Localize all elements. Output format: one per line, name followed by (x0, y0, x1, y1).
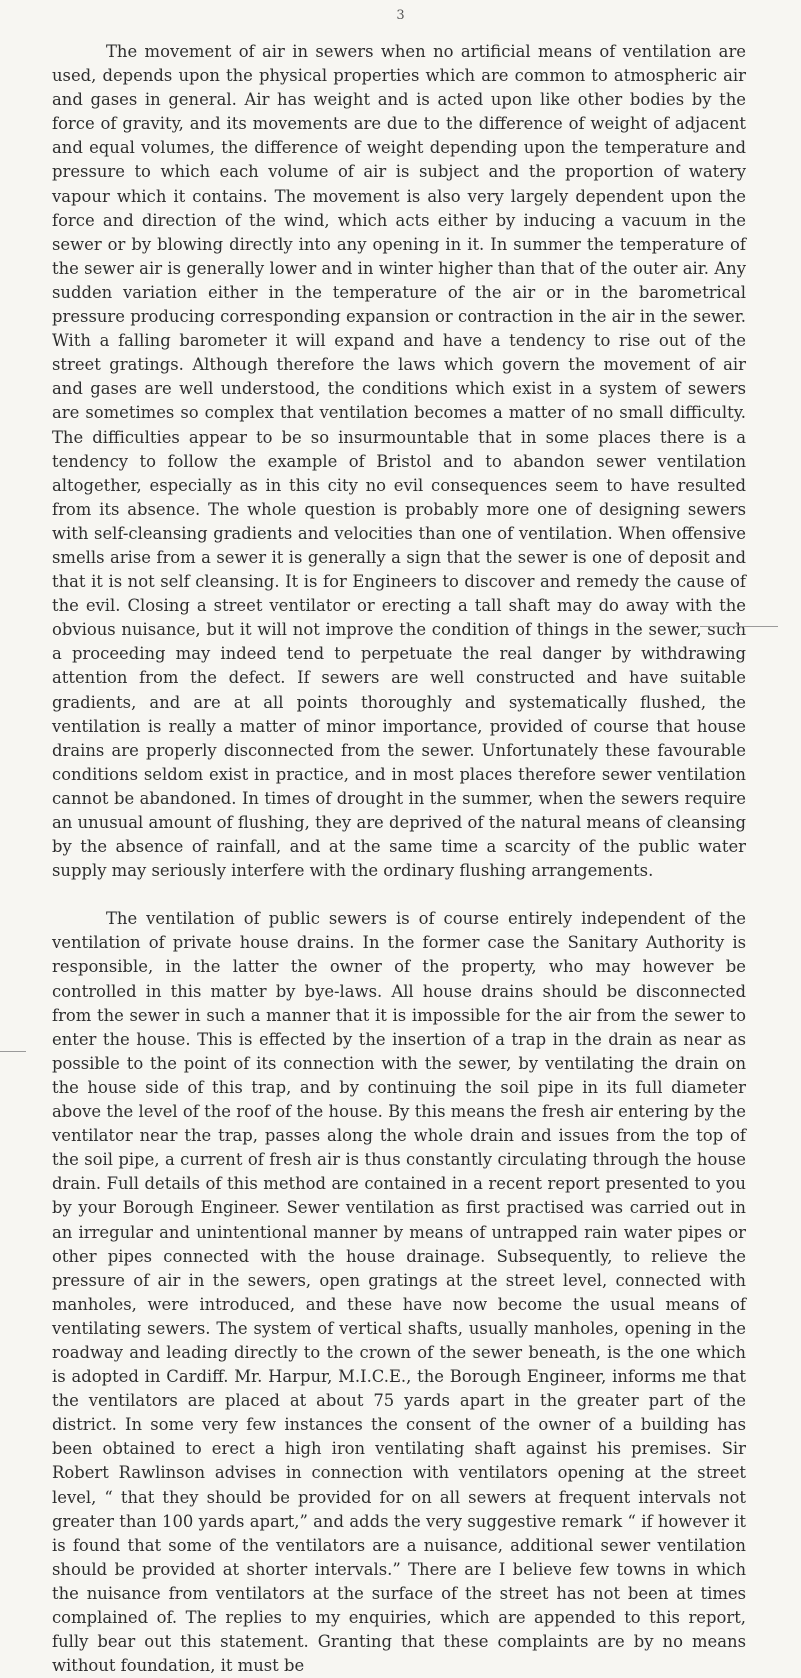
paragraph-ventilation-movement: The movement of air in sewers when no artificial means of ventilation are used, depends upon the physical properties which are common to atmospheric air and gases in general. Air has weight and is acted upon like other bodies by the force of gravity, and its movements are due to the difference of weight of adjacent and equal volumes, the difference of weight depending upon the temperature and pressure to which each volume of air is subject and the proportion of watery vapour which it contains. The movement is also very largely dependent upon the force and direction of the wind, which acts either by inducing a vacuum in the sewer or by blowing directly into any opening in it. In summer the temperature of the sewer air is generally lower and in winter higher than that of the outer air. Any sudden variation either in the temperature of the air or in the barometrical pressure producing corresponding expansion or contraction in the air in the sewer. With a falling barometer it will expand and have a tendency to rise out of the street gratings. Although therefore the laws which govern the movement of air and gases are well understood, the conditions which exist in a system of sewers are sometimes so complex that ventilation becomes a matter of no small difficulty. The difficulties appear to be so insurmountable that in some places there is a tendency to follow the example of Bristol and to abandon sewer ventilation altogether, especially as in this city no evil consequences seem to have resulted from its absence. The whole question is probably more one of designing sewers with self-cleansing gradients and velocities than one of ventilation. When offensive smells arise from a sewer it is generally a sign that the sewer is one of deposit and that it is not self cleansing. It is for Engineers to discover and remedy the cause of the evil. Closing a street ventilator or erecting a tall shaft may do away with the obvious nuisance, but it will not improve the condition of things in the sewer, such a proceeding may indeed tend to perpetuate the real danger by withdrawing attention from the defect. If sewers are well constructed and have suitable gradients, and are at all points thoroughly and systematically flushed, the ventilation is really a matter of minor importance, provided of course that house drains are properly disconnected from the sewer. Unfortunately these favourable conditions seldom exist in practice, and in most places therefore sewer ventilation cannot be abandoned. In times of drought in the summer, when the sewers require an unusual amount of flushing, they are deprived of the natural means of cleansing by the absence of rainfall, and at the same time a scarcity of the public water supply may seriously interfere with the ordinary flushing arrangements. (52, 42, 746, 881)
body-text (52, 40, 746, 1678)
margin-rule (700, 626, 778, 627)
margin-rule (0, 1051, 26, 1052)
paragraph-public-sewers: The ventilation of public sewers is of course entirely independent of the ventilation of private house drains. In the former case the Sanitary Authority is responsible, in the latter the owner of the property, who may however be controlled in this matter by bye-laws. All house drains should be disconnected from the sewer in such a manner that it is impossible for the air from the sewer to enter the house. This is effected by the insertion of a trap in the drain as near as possible to the point of its connection with the sewer, by ventilating the drain on the house side of this trap, and by continuing the soil pipe in its full diameter above the level of the roof of the house. By this means the fresh air entering by the ventilator near the trap, passes along the whole drain and issues from the top of the soil pipe, a current of fresh air is thus constantly circulating through the house drain. Full details of this method are contained in a recent report presented to you by your Borough Engineer. Sewer ventilation as first practised was carried out in an irregular and unintentional manner by means of untrapped rain water pipes or other pipes connected with the house drainage. Subsequently, to relieve the pressure of air in the sewers, open gratings at the street level, connected with manholes, were introduced, and these have now become the usual means of ventilating sewers. The system of vertical shafts, usually manholes, opening in the roadway and leading directly to the crown of the sewer beneath, is the one which is adopted in Cardiff. Mr. Harpur, M.I.C.E., the Borough Engineer, informs me that the ventilators are placed at about 75 yards apart in the greater part of the district. In some very few instances the consent of the owner of a building has been obtained to erect a high iron ventilating shaft against his premises. Sir Robert Rawlinson advises in connection with ventilators opening at the street level, “ that they should be provided for on all sewers at frequent intervals not greater than 100 yards apart,” and adds the very suggestive remark “ if however it is found that some of the ventilators are a nuisance, additional sewer ventilation should be provided at shorter intervals.” There are I believe few towns in which the nuisance from ventilators at the surface of the street has not been at times complained of. The replies to my enquiries, which are appended to this report, fully bear out this statement. Granting that these complaints are by no means without foundation, it must be (52, 909, 746, 1676)
page-number: 3 (396, 8, 405, 23)
